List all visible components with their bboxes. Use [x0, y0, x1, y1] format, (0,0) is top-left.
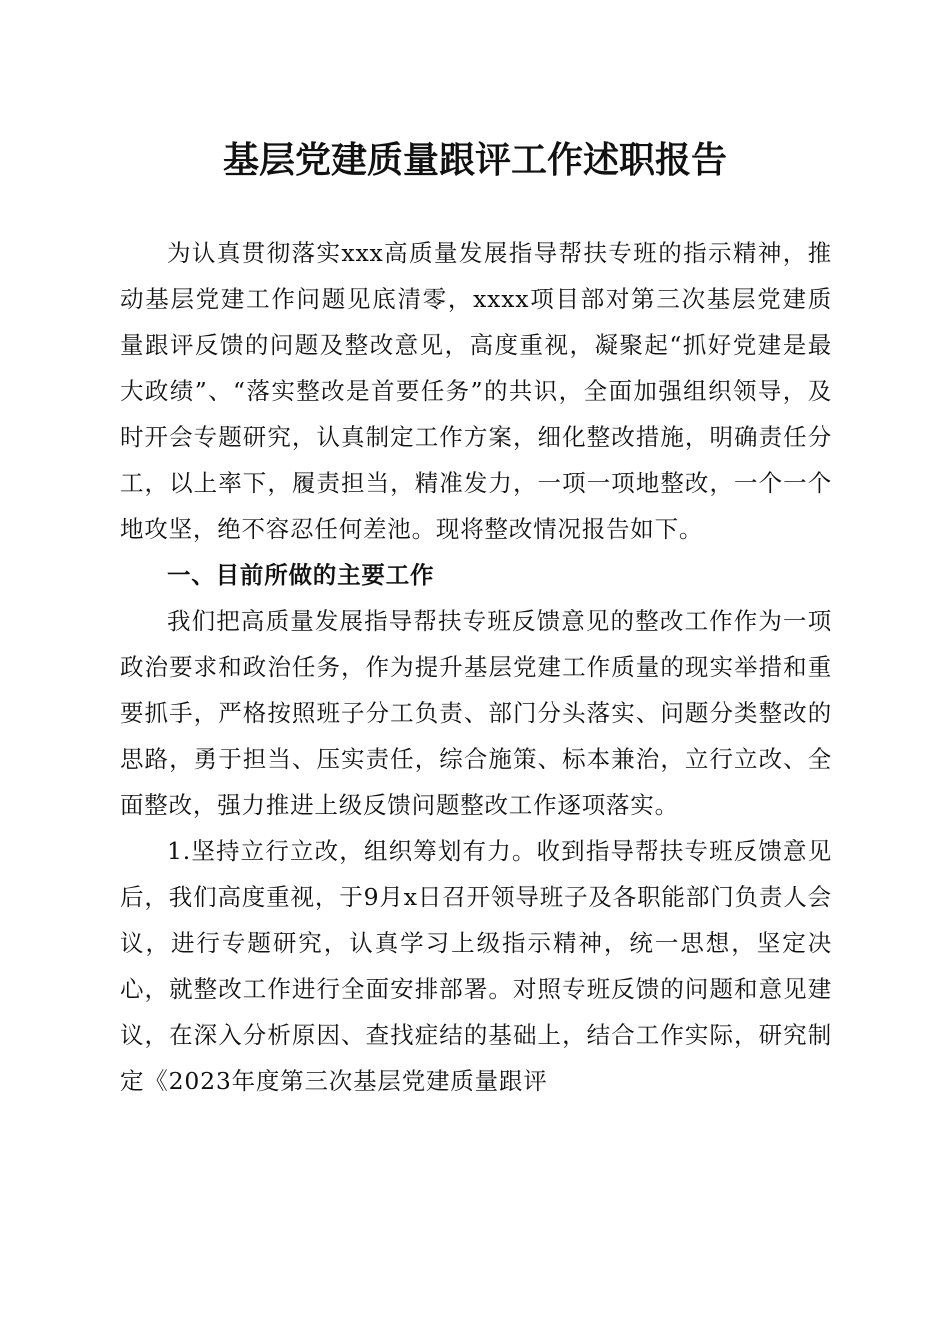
section-heading: 一、目前所做的主要工作 [167, 561, 435, 589]
document-body [120, 230, 832, 1104]
document-title: 基层党建质量跟评工作述职报告 [222, 139, 727, 181]
intro-paragraph: 为认真贯彻落实xxx高质量发展指导帮扶专班的指示精神，推动基层党建工作问题见底清零，xxxx项目部对第三次基层党建质量跟评反馈的问题及整改意见，高度重视，凝聚起“抓好党建是最大政绩”、“落实整改是首要任务”的共识，全面加强组织领导，及时开会专题研究，认真制定工作方案，细化整改措施，明确责任分工，以上率下，履责担当，精准发力，一项一项地整改，一个一个地攻坚，绝不容忍任何差池。现将整改情况报告如下。 [120, 239, 832, 543]
body-paragraph: 我们把高质量发展指导帮扶专班反馈意见的整改工作作为一项政治要求和政治任务，作为提升基层党建工作质量的现实举措和重要抓手，严格按照班子分工负责、部门分头落实、问题分类整改的思路，勇于担当、压实责任，综合施策、标本兼治，立行立改、全面整改，强力推进上级反馈问题整改工作逐项落实。 [120, 607, 832, 819]
body-paragraph: 1.坚持立行立改，组织筹划有力。收到指导帮扶专班反馈意见后，我们高度重视，于9月x日召开领导班子及各职能部门负责人会议，进行专题研究，认真学习上级指示精神，统一思想，坚定决心，就整改工作进行全面安排部署。对照专班反馈的问题和意见建议，在深入分析原因、查找症结的基础上，结合工作实际，研究制定《2023年度第三次基层党建质量跟评 [120, 837, 832, 1095]
